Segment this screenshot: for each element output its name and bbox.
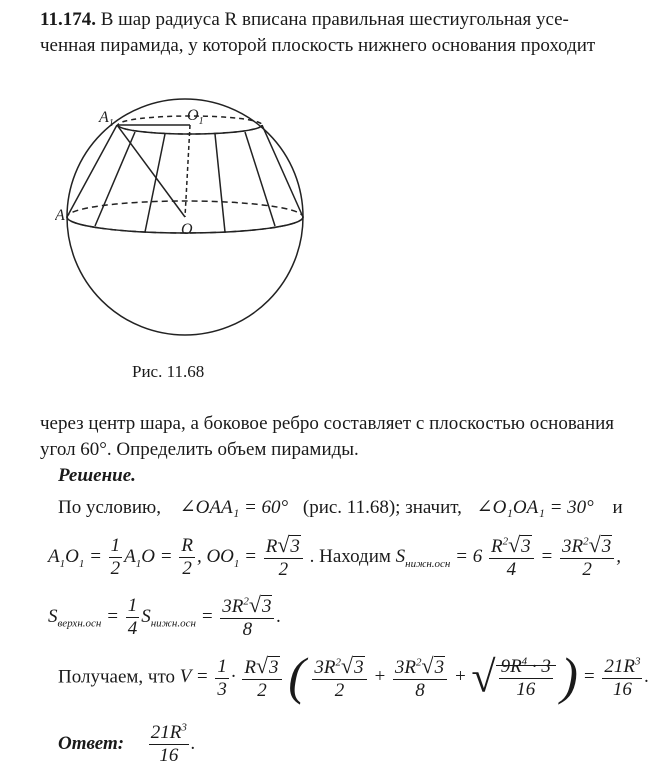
- label-o1: $O_1$: [187, 107, 204, 127]
- label-a1: $A_1$: [99, 109, 114, 129]
- answer-line: [58, 722, 196, 767]
- problem-line-3: через центр шара, а боковое ребро составляет с плоскостью основания: [40, 413, 615, 434]
- sol-l1-c: и: [612, 497, 623, 518]
- sol-l1-b: (рис. 11.68); значит,: [302, 497, 462, 518]
- angle-o1oa1: ∠O₁OA₁ = 30°: [476, 497, 594, 518]
- figure-caption: Рис. 11.68: [132, 362, 205, 381]
- solution-line-2: [48, 534, 621, 581]
- edge-3: [145, 134, 165, 232]
- problem-line-4: угол 60°. Определить объем пирамиды.: [40, 439, 359, 460]
- solution-line-1: [58, 496, 623, 520]
- edge-5: [245, 132, 275, 226]
- problem-line-1: [40, 8, 569, 32]
- sol-l1-a: По условию,: [58, 497, 161, 518]
- angle-oaa1: ∠OAA₁ = 60°: [179, 497, 289, 518]
- edge-1: [67, 125, 117, 217]
- problem-text-1: В шар радиуса R вписана правильная шестиугольная усе-: [100, 9, 569, 30]
- solution-line-4: [58, 649, 650, 706]
- edge-2: [95, 132, 135, 226]
- formula-volume: V = $\frac{1}{3}$ · $\frac{R√3}{2}$ ( $\frac{3R^2√3}{2}$ + $\frac{3R^2√3}{8}$ + √ $\frac{9R^4 \cdot 3}{16}$ ) = $\frac{21R^3}{16}$ .: [179, 649, 650, 706]
- label-o: O: [181, 221, 193, 238]
- edge-4: [215, 134, 225, 232]
- formula-a1o1: $A_1O_1$ = $\frac{1}{2}$ $A_1O$ = $\frac{R}{2}$ , $OO_1$ = $\frac{R√3}{2}$: [48, 546, 310, 567]
- sol-l2-find: . Находим: [309, 545, 391, 567]
- label-a: A: [55, 207, 65, 224]
- sol-l4-obtain: Получаем, что: [58, 666, 176, 688]
- answer-label: Ответ:: [58, 732, 125, 754]
- problem-number: 11.174.: [40, 9, 96, 30]
- formula-stop: $S_{верхн.осн}$ = $\frac{1}{4}$ $S_{нижн.осн}$ = $\frac{3R^2√3}{8}$ .: [48, 592, 282, 640]
- segment-o1-o: [185, 125, 190, 217]
- formula-sbot: $S_{нижн.осн} = 6$ $\frac{R^2√3}{4}$ = $\frac{3R^2√3}{2}$ ,: [395, 532, 621, 580]
- sphere-figure: [55, 92, 315, 342]
- problem-line-2: ченная пирамида, у которой плоскость нижнего основания проходит: [40, 35, 596, 56]
- answer-value: $\frac{21R^3}{16}$ .: [150, 721, 196, 766]
- solution-heading: Решение.: [58, 465, 136, 486]
